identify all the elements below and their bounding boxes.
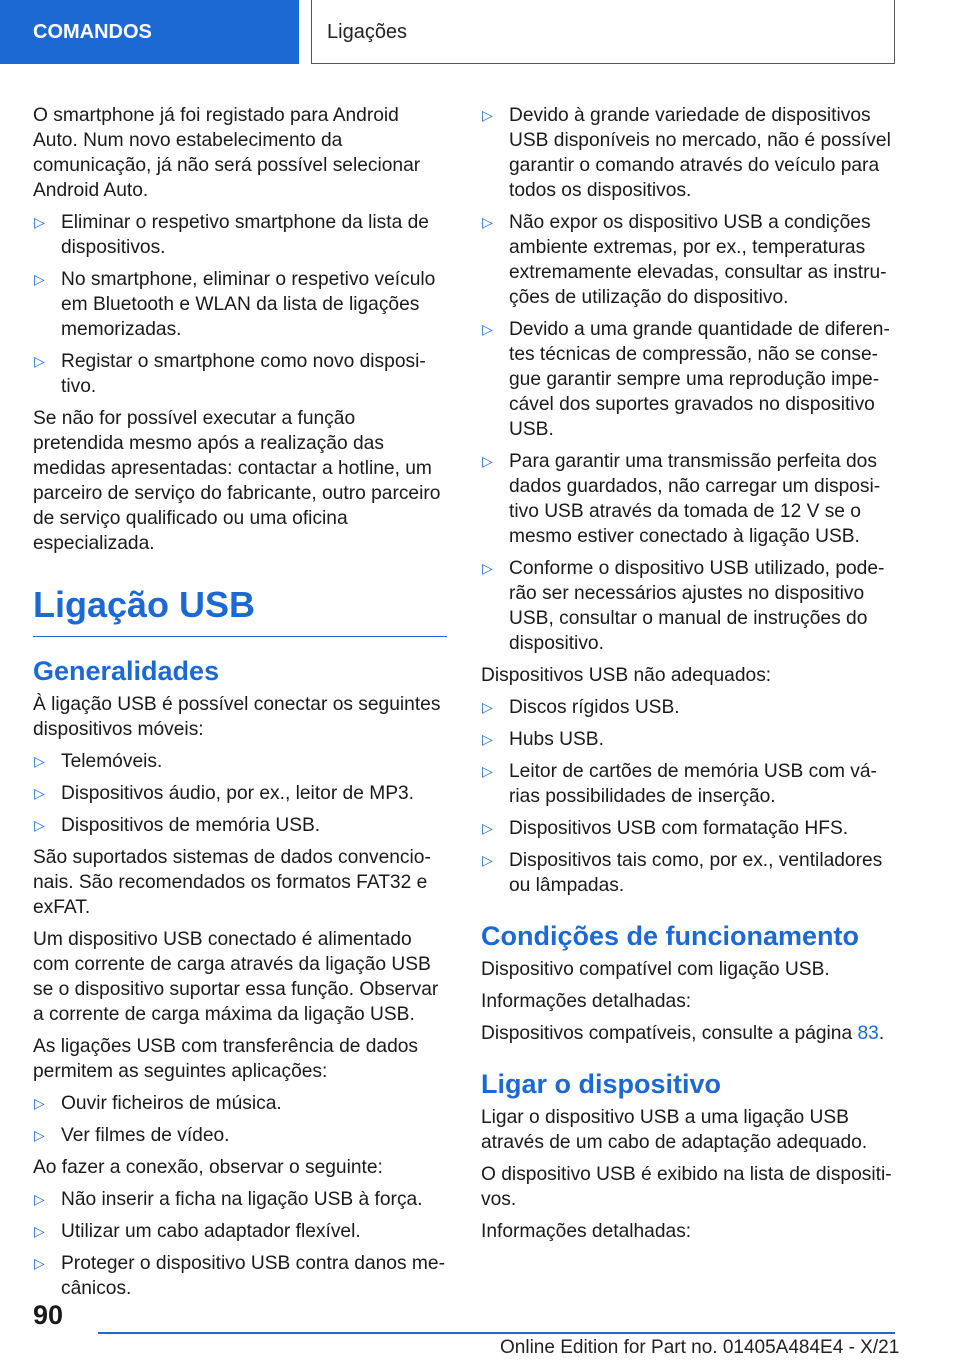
list-item: ▷ Dispositivos tais como, por ex., ventiladores ou lâmpadas. xyxy=(482,850,883,896)
list-item: ▷ Eliminar o respetivo smartphone da lista de dispositivos. xyxy=(34,212,429,258)
left-column xyxy=(33,103,447,1308)
general-intro: À ligação USB é possível conectar os seguintes dispositivos móveis: xyxy=(33,694,441,740)
conditions-text: Dispositivo compatível com ligação USB. xyxy=(481,959,830,980)
triangle-bullet-icon: ▷ xyxy=(34,1191,45,1207)
triangle-bullet-icon: ▷ xyxy=(482,763,493,779)
list-item: ▷ Para garantir uma transmissão perfeita dos dados guardados, não carregar um dispositivo USB através da tomada de 12 V se o mesmo estiver conectado à ligação USB. xyxy=(482,451,881,547)
applications-list xyxy=(33,1091,447,1148)
notes-list xyxy=(481,103,893,656)
triangle-bullet-icon: ▷ xyxy=(482,820,493,836)
devices-list xyxy=(33,749,447,838)
formats-paragraph: São suportados sistemas de dados convencionais. São recomendados os formatos FAT32 e exFAT. xyxy=(33,847,431,918)
list-item: ▷ Não expor os dispositivo USB a condições ambiente extremas, por ex., temperaturas extremamente elevadas, consultar as instruções de utilização do dispositivo. xyxy=(482,212,887,308)
list-item: ▷ Devido a uma grande quantidade de diferentes técnicas de compressão, não se consegue garantir sempre uma reprodução impecável dos suportes gravados no dispositivo USB. xyxy=(482,319,890,440)
list-item: ▷ Discos rígidos USB. xyxy=(482,697,680,718)
page-number: 90 xyxy=(33,1300,64,1330)
subheading-conditions: Condições de funcionamento xyxy=(481,921,860,951)
chapter-title: Ligações xyxy=(311,0,895,64)
triangle-bullet-icon: ▷ xyxy=(482,107,493,123)
triangle-bullet-icon: ▷ xyxy=(34,214,45,230)
triangle-bullet-icon: ▷ xyxy=(482,214,493,230)
page-header xyxy=(0,0,960,66)
list-item: ▷ Dispositivos áudio, por ex., leitor de MP3. xyxy=(34,783,415,804)
list-item: ▷ Dispositivos de memória USB. xyxy=(34,815,321,836)
triangle-bullet-icon: ▷ xyxy=(482,560,493,576)
triangle-bullet-icon: ▷ xyxy=(34,271,45,287)
triangle-bullet-icon: ▷ xyxy=(482,852,493,868)
list-item: ▷ Leitor de cartões de memória USB com várias possibilidades de inserção. xyxy=(482,761,877,807)
list-item: ▷ Hubs USB. xyxy=(482,729,604,750)
triangle-bullet-icon: ▷ xyxy=(482,453,493,469)
connect-text: Ligar o dispositivo USB a uma ligação USB através de um cabo de adaptação adequado. xyxy=(481,1107,868,1153)
list-item: ▷ Registar o smartphone como novo dispositivo. xyxy=(34,351,426,397)
page-link[interactable]: 83 xyxy=(857,1023,879,1044)
contact-paragraph: Se não for possível executar a função pretendida mesmo após a realização das medidas apresentadas: contactar a hotline, um parceiro de serviço do fabricante, outro parceiro de serviço qualificado ou uma oficina especializada. xyxy=(33,408,441,554)
details-label: Informações detalhadas: xyxy=(481,991,692,1012)
triangle-bullet-icon: ▷ xyxy=(34,1223,45,1239)
list-item: ▷ Conforme o dispositivo USB utilizado, poderão ser necessários ajustes no dispositivo USB, consultar o manual de instruções do dispositivo. xyxy=(482,558,885,654)
connection-rules-list xyxy=(33,1187,447,1301)
connection-intro: Ao fazer a conexão, observar o seguinte: xyxy=(33,1157,383,1178)
triangle-bullet-icon: ▷ xyxy=(34,353,45,369)
unsuitable-list xyxy=(481,695,893,898)
details-label-2: Informações detalhadas: xyxy=(481,1221,692,1242)
steps-list xyxy=(33,210,447,399)
list-item: ▷ Devido à grande variedade de dispositivos USB disponíveis no mercado, não é possível garantir o comando através do veículo para todos os dispositivos. xyxy=(482,105,891,201)
power-paragraph: Um dispositivo USB conectado é alimentado com corrente de carga através da ligação USB se o dispositivo suportar essa função. Observar a corrente de carga máxima da ligação USB. xyxy=(33,929,439,1025)
subheading-general: Generalidades xyxy=(33,656,220,686)
edition-text: Online Edition for Part no. 01405A484E4 - X/21 xyxy=(500,1337,900,1358)
compatible-reference: Dispositivos compatíveis, consulte a página 83. xyxy=(481,1023,885,1044)
list-item: ▷ Não inserir a ficha na ligação USB à força. xyxy=(34,1189,423,1210)
list-item: ▷ No smartphone, eliminar o respetivo veículo em Bluetooth e WLAN da lista de ligações memorizadas. xyxy=(34,269,436,340)
list-item: ▷ Dispositivos USB com formatação HFS. xyxy=(482,818,849,839)
unsuitable-intro: Dispositivos USB não adequados: xyxy=(481,665,772,686)
triangle-bullet-icon: ▷ xyxy=(482,699,493,715)
list-item: ▷ Ver filmes de vídeo. xyxy=(34,1125,230,1146)
intro-paragraph: O smartphone já foi registado para Android Auto. Num novo estabelecimento da comunicação, já não será possível selecionar Android Auto. xyxy=(33,105,421,201)
list-item: ▷ Utilizar um cabo adaptador flexível. xyxy=(34,1221,361,1242)
applications-intro: As ligações USB com transferência de dados permitem as seguintes aplicações: xyxy=(33,1036,419,1082)
section-heading-usb: Ligação USB xyxy=(33,584,447,637)
triangle-bullet-icon: ▷ xyxy=(482,731,493,747)
footer-divider xyxy=(98,1332,895,1334)
triangle-bullet-icon: ▷ xyxy=(34,1255,45,1271)
list-item: ▷ Ouvir ficheiros de música. xyxy=(34,1093,282,1114)
triangle-bullet-icon: ▷ xyxy=(482,321,493,337)
triangle-bullet-icon: ▷ xyxy=(34,785,45,801)
triangle-bullet-icon: ▷ xyxy=(34,753,45,769)
section-tab: COMANDOS xyxy=(0,0,299,64)
right-column xyxy=(481,103,893,1251)
subheading-connect: Ligar o dispositivo xyxy=(481,1069,722,1099)
triangle-bullet-icon: ▷ xyxy=(34,1127,45,1143)
triangle-bullet-icon: ▷ xyxy=(34,817,45,833)
list-item: ▷ Proteger o dispositivo USB contra danos mecânicos. xyxy=(34,1253,445,1299)
triangle-bullet-icon: ▷ xyxy=(34,1095,45,1111)
connect-list-text: O dispositivo USB é exibido na lista de dispositivos. xyxy=(481,1164,892,1210)
list-item: ▷ Telemóveis. xyxy=(34,751,163,772)
